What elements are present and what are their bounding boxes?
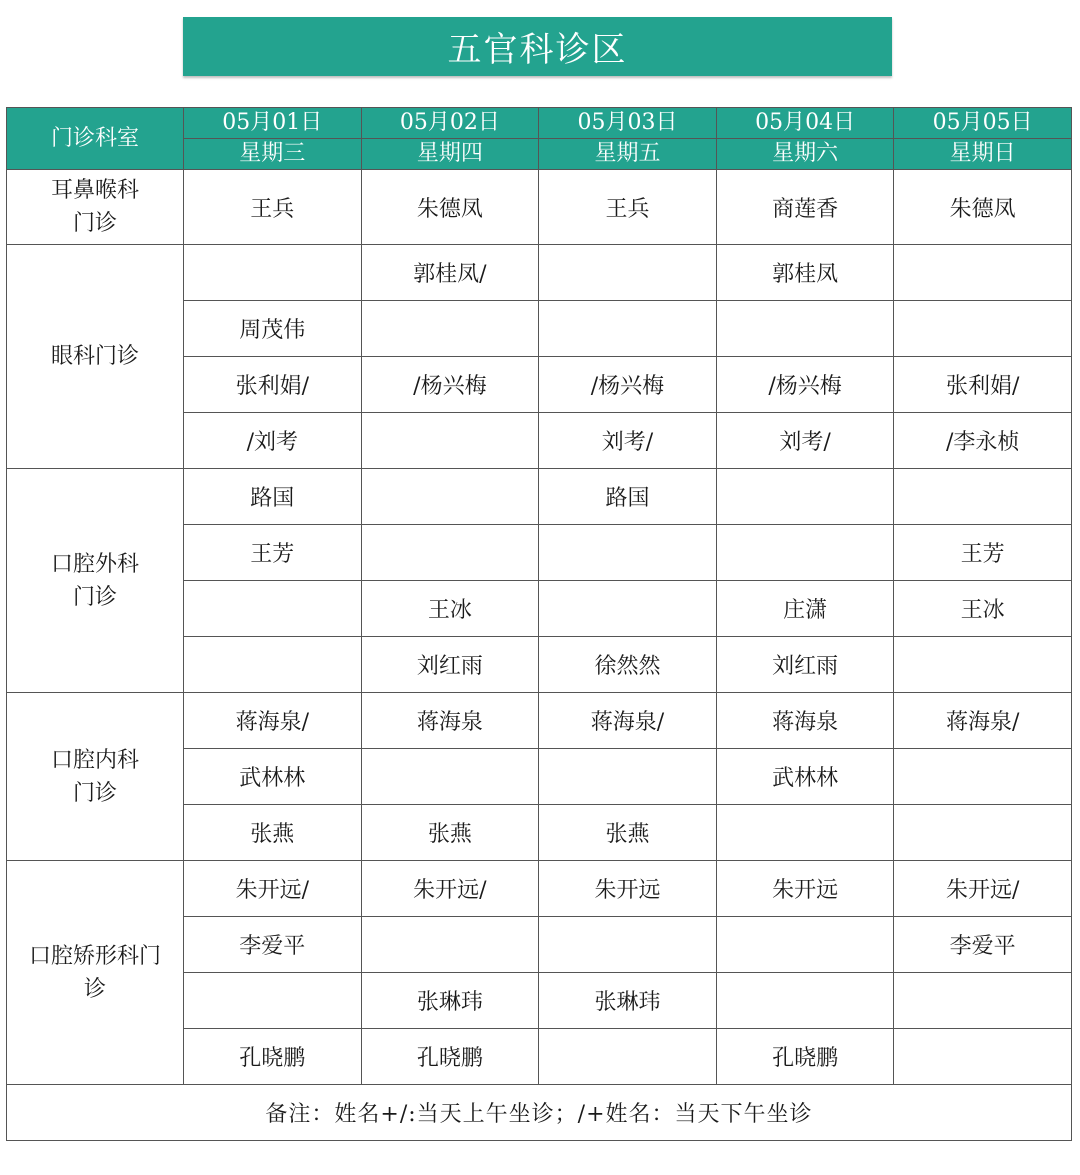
doctor-cell: [539, 301, 717, 357]
doctor-cell: 徐然然: [539, 637, 717, 693]
doctor-cell: 王冰: [361, 581, 539, 637]
doctor-cell: 王兵: [539, 170, 717, 245]
doctor-cell: [894, 749, 1072, 805]
department-name: [7, 170, 184, 245]
doctor-cell: [716, 805, 894, 861]
doctor-cell: 张燕: [539, 805, 717, 861]
department-name: [7, 693, 184, 861]
doctor-cell: 刘考/: [539, 413, 717, 469]
doctor-cell: 王芳: [894, 525, 1072, 581]
weekday-header: 星期四: [361, 139, 539, 170]
schedule-table: [6, 107, 1072, 1141]
doctor-cell: [184, 245, 362, 301]
date-header: 05月05日: [894, 108, 1072, 139]
doctor-cell: 路国: [539, 469, 717, 525]
doctor-cell: [894, 469, 1072, 525]
doctor-cell: [539, 245, 717, 301]
doctor-cell: [361, 301, 539, 357]
doctor-cell: 张燕: [184, 805, 362, 861]
doctor-cell: 刘考/: [716, 413, 894, 469]
doctor-cell: 朱德凤: [361, 170, 539, 245]
doctor-cell: 朱开远/: [894, 861, 1072, 917]
doctor-cell: [361, 917, 539, 973]
doctor-cell: 王冰: [894, 581, 1072, 637]
doctor-cell: /刘考: [184, 413, 362, 469]
weekday-header: 星期三: [184, 139, 362, 170]
doctor-cell: [361, 469, 539, 525]
doctor-cell: 张利娟/: [894, 357, 1072, 413]
doctor-cell: 孔晓鹏: [361, 1029, 539, 1085]
doctor-cell: 刘红雨: [361, 637, 539, 693]
department-name: [7, 245, 184, 469]
table-row: [7, 245, 1072, 301]
table-row: [7, 861, 1072, 917]
schedule-body: [7, 170, 1072, 1085]
doctor-cell: [184, 581, 362, 637]
doctor-cell: 张琳玮: [361, 973, 539, 1029]
table-row: [7, 469, 1072, 525]
schedule-header: [7, 108, 1072, 170]
department-name-line: 诊: [83, 976, 106, 1002]
doctor-cell: [539, 749, 717, 805]
doctor-cell: [539, 1029, 717, 1085]
doctor-cell: 蒋海泉/: [894, 693, 1072, 749]
doctor-cell: [716, 301, 894, 357]
doctor-cell: 朱开远/: [361, 861, 539, 917]
table-row: [7, 693, 1072, 749]
doctor-cell: 武林林: [184, 749, 362, 805]
doctor-cell: [361, 749, 539, 805]
date-header: 05月01日: [184, 108, 362, 139]
doctor-cell: [716, 525, 894, 581]
doctor-cell: 孔晓鹏: [184, 1029, 362, 1085]
department-name-line: 门诊: [72, 584, 117, 610]
department-name-line: 口腔外科: [50, 551, 139, 577]
doctor-cell: /杨兴梅: [361, 357, 539, 413]
doctor-cell: 郭桂凤: [716, 245, 894, 301]
weekday-header: 星期六: [716, 139, 894, 170]
doctor-cell: [894, 245, 1072, 301]
doctor-cell: 商莲香: [716, 170, 894, 245]
doctor-cell: 蒋海泉/: [184, 693, 362, 749]
doctor-cell: [184, 973, 362, 1029]
doctor-cell: /杨兴梅: [716, 357, 894, 413]
doctor-cell: [361, 413, 539, 469]
doctor-cell: 蒋海泉/: [539, 693, 717, 749]
doctor-cell: [716, 469, 894, 525]
doctor-cell: 朱开远: [539, 861, 717, 917]
doctor-cell: 朱开远/: [184, 861, 362, 917]
doctor-cell: 李爱平: [184, 917, 362, 973]
table-row: [7, 170, 1072, 245]
date-header: 05月03日: [539, 108, 717, 139]
doctor-cell: 张利娟/: [184, 357, 362, 413]
doctor-cell: 武林林: [716, 749, 894, 805]
doctor-cell: [539, 525, 717, 581]
weekday-header: 星期五: [539, 139, 717, 170]
department-name: [7, 861, 184, 1085]
doctor-cell: 李爱平: [894, 917, 1072, 973]
doctor-cell: /李永桢: [894, 413, 1072, 469]
doctor-cell: [361, 525, 539, 581]
doctor-cell: 张琳玮: [539, 973, 717, 1029]
doctor-cell: [894, 1029, 1072, 1085]
doctor-cell: 路国: [184, 469, 362, 525]
department-name-line: 耳鼻喉科: [50, 178, 139, 203]
doctor-cell: [539, 917, 717, 973]
doctor-cell: 孔晓鹏: [716, 1029, 894, 1085]
doctor-cell: [894, 805, 1072, 861]
note-row: [7, 1085, 1072, 1141]
department-name-line: 眼科门诊: [50, 344, 139, 369]
dept-column-header: 门诊科室: [7, 108, 184, 170]
department-name-line: 口腔矫形科门: [28, 943, 161, 969]
doctor-cell: [716, 917, 894, 973]
doctor-cell: 朱开远: [716, 861, 894, 917]
doctor-cell: [539, 581, 717, 637]
page-title: 五官科诊区: [183, 17, 892, 76]
doctor-cell: [894, 301, 1072, 357]
note-text: 备注：姓名+/:当天上午坐诊；/+姓名：当天下午坐诊: [7, 1085, 1072, 1141]
doctor-cell: 周茂伟: [184, 301, 362, 357]
doctor-cell: 王芳: [184, 525, 362, 581]
department-name-line: 门诊: [72, 780, 117, 806]
doctor-cell: 庄潇: [716, 581, 894, 637]
doctor-cell: /杨兴梅: [539, 357, 717, 413]
doctor-cell: [894, 973, 1072, 1029]
doctor-cell: [716, 973, 894, 1029]
doctor-cell: 朱德凤: [894, 170, 1072, 245]
date-row: [7, 108, 1072, 139]
doctor-cell: 蒋海泉: [361, 693, 539, 749]
department-name-line: 口腔内科: [50, 747, 139, 773]
date-header: 05月02日: [361, 108, 539, 139]
weekday-header: 星期日: [894, 139, 1072, 170]
doctor-cell: [894, 637, 1072, 693]
doctor-cell: 蒋海泉: [716, 693, 894, 749]
date-header: 05月04日: [716, 108, 894, 139]
doctor-cell: 郭桂凤/: [361, 245, 539, 301]
department-name: [7, 469, 184, 693]
doctor-cell: [184, 637, 362, 693]
doctor-cell: 张燕: [361, 805, 539, 861]
doctor-cell: 刘红雨: [716, 637, 894, 693]
department-name-line: 门诊: [72, 211, 117, 236]
doctor-cell: 王兵: [184, 170, 362, 245]
